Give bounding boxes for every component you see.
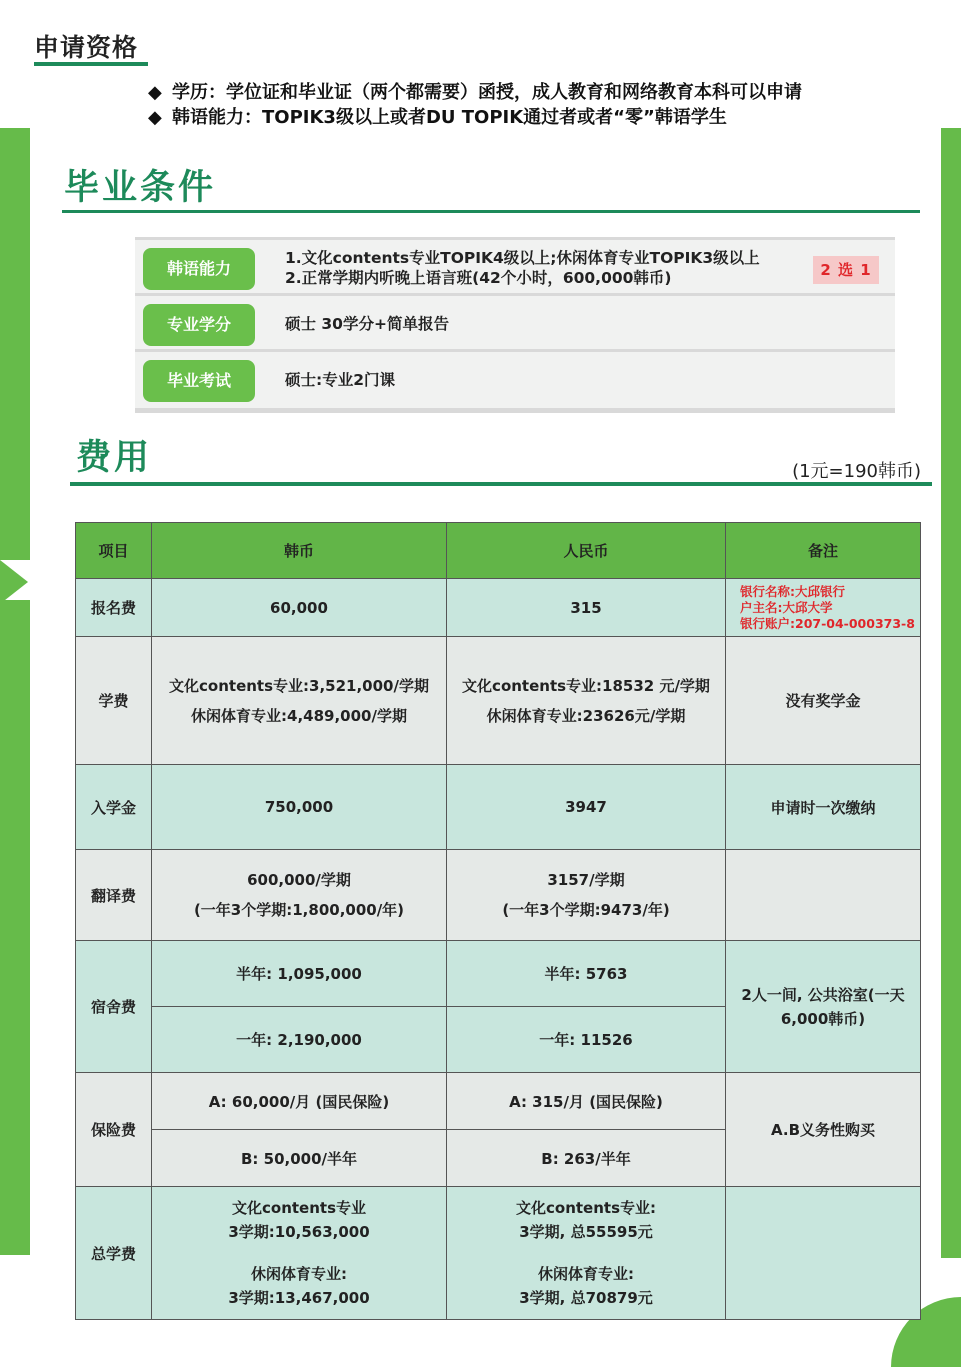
left-arrow-notch [0,560,28,604]
header-item: 项目 [76,523,152,579]
item-cell: 保险费 [76,1073,152,1187]
graduation-text: 硕士:专业2门课 [285,371,395,389]
graduation-text: 1.文化contents专业TOPIK4级以上;休闲体育专业TOPIK3级以上 2.正常学期内听晚上语言班(42个小时，600,000韩币) [285,249,760,287]
cny-cell: 315 [447,579,726,637]
table-row-translation [76,850,921,941]
cny-cell: 文化contents专业:18532 元/学期 休闲体育专业:23626元/学期 [447,637,726,765]
note-cell [726,1187,921,1320]
note-cell: 没有奖学金 [726,637,921,765]
note-cell: 2人一间, 公共浴室(一天 6,000韩币) [726,941,921,1073]
graduation-label: 毕业考试 [143,360,255,402]
item-cell: 学费 [76,637,152,765]
left-green-band-lower [0,600,30,1255]
krw-cell: 半年: 1,095,000 [152,941,447,1007]
cny-cell: 文化contents专业: 3学期, 总55595元 休闲体育专业: 3学期, 总70879元 [447,1187,726,1320]
cny-cell: 半年: 5763 [447,941,726,1007]
choose-one-badge: 2 选 1 [813,256,879,284]
krw-cell: 60,000 [152,579,447,637]
cny-cell: A: 315/月 (国民保险) [447,1073,726,1130]
graduation-title: 毕业条件 [64,168,217,208]
table-row-registration [76,579,921,637]
table-row-admission [76,765,921,850]
krw-cell: A: 60,000/月 (国民保险) [152,1073,447,1130]
diamond-bullet-icon: ◆ [148,107,162,128]
exchange-rate-note: (1元=190韩币) [792,461,921,482]
item-cell: 翻译费 [76,850,152,941]
table-row-tuition [76,637,921,765]
table-row-insurance [76,1073,921,1130]
graduation-label: 专业学分 [143,304,255,346]
note-cell: A.B义务性购买 [726,1073,921,1187]
krw-cell: 文化contents专业 3学期:10,563,000 休闲体育专业: 3学期:13,467,000 [152,1187,447,1320]
krw-cell: B: 50,000/半年 [152,1130,447,1187]
krw-cell: 750,000 [152,765,447,850]
fee-table [75,522,921,1320]
graduation-label: 韩语能力 [143,248,255,290]
cny-cell: B: 263/半年 [447,1130,726,1187]
graduation-row-exam [135,352,895,408]
eligibility-underline [34,62,148,66]
graduation-row-korean [135,240,895,296]
graduation-text: 硕士 30学分+简单报告 [285,315,449,333]
right-green-band [941,128,961,1258]
note-cell [726,850,921,941]
header-krw: 韩币 [152,523,447,579]
item-cell: 入学金 [76,765,152,850]
diamond-bullet-icon: ◆ [148,82,162,103]
fees-divider [70,482,932,486]
eligibility-item: ◆ 韩语能力：TOPIK3级以上或者DU TOPIK通过者或者“零”韩语学生 [148,107,727,128]
graduation-row-credits [135,296,895,352]
cny-cell: 3947 [447,765,726,850]
krw-cell: 一年: 2,190,000 [152,1007,447,1073]
table-row-total [76,1187,921,1320]
krw-cell: 文化contents专业:3,521,000/学期 休闲体育专业:4,489,000/学期 [152,637,447,765]
bank-info-cell: 银行名称:大邱银行 户主名:大邱大学 银行账户:207-04-000373-8 [726,579,921,637]
fees-title: 费用 [76,438,153,478]
krw-cell: 600,000/学期 (一年3个学期:1,800,000/年) [152,850,447,941]
note-cell: 申请时一次缴纳 [726,765,921,850]
item-cell: 宿舍费 [76,941,152,1073]
item-cell: 总学费 [76,1187,152,1320]
header-note: 备注 [726,523,921,579]
item-cell: 报名费 [76,579,152,637]
eligibility-title: 申请资格 [34,33,139,62]
table-row-dorm [76,941,921,1007]
left-green-band [0,128,30,560]
table-header-row [76,523,921,579]
eligibility-item: ◆ 学历：学位证和毕业证（两个都需要）函授，成人教育和网络教育本科可以申请 [148,82,802,103]
graduation-divider [62,210,920,213]
graduation-conditions-box [135,237,895,413]
cny-cell: 3157/学期 (一年3个学期:9473/年) [447,850,726,941]
header-cny: 人民币 [447,523,726,579]
eligibility-list [148,80,802,130]
cny-cell: 一年: 11526 [447,1007,726,1073]
